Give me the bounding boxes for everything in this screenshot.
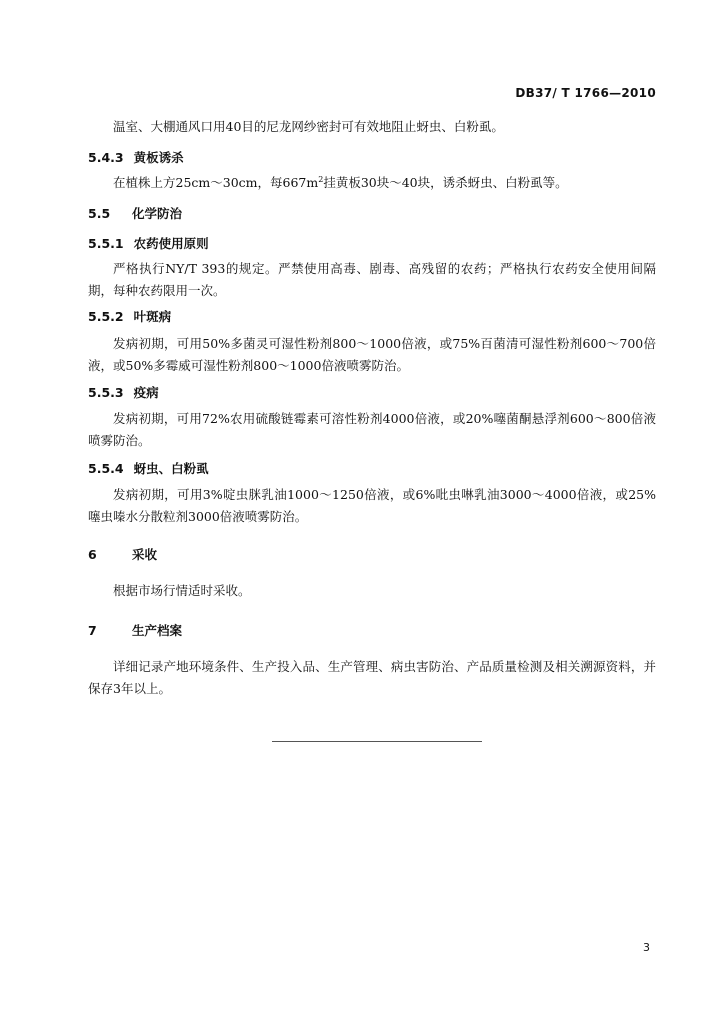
heading-5-5-1 [88, 234, 209, 252]
heading-7 [88, 621, 182, 639]
section-number: 6 [88, 547, 97, 562]
end-of-document-rule [272, 741, 482, 742]
heading-6 [88, 545, 157, 563]
section-number: 5.5.2 [88, 309, 124, 324]
superscript: 2 [318, 174, 324, 184]
paragraph-yellow-board [88, 172, 656, 194]
paragraph-blight: 发病初期，可用72%农用硫酸链霉素可溶性粉剂4000倍液，或20%噻菌酮悬浮剂600～800倍液喷雾防治。 [88, 411, 656, 448]
section-number: 7 [88, 623, 97, 638]
text-fragment: 挂黄板30块～40块，诱杀蚜虫、白粉虱等。 [323, 175, 568, 190]
section-title: 农药使用原则 [133, 236, 209, 251]
paragraph-leaf-spot: 发病初期，可用50%多菌灵可湿性粉剂800～1000倍液，或75%百菌清可湿性粉剂600～700倍液，或50%多霉威可湿性粉剂800～1000倍液喷雾防治。 [88, 336, 656, 373]
section-title: 黄板诱杀 [133, 150, 184, 165]
paragraph-harvest: 根据市场行情适时采收。 [113, 583, 251, 598]
section-title: 叶斑病 [133, 309, 172, 324]
heading-5-4-3 [88, 148, 184, 166]
section-number: 5.5.4 [88, 461, 124, 476]
section-number: 5.5.1 [88, 236, 124, 251]
section-title: 疫病 [133, 385, 159, 400]
heading-5-5-3 [88, 383, 159, 401]
section-title: 采收 [132, 547, 158, 562]
paragraph-net-screen: 温室、大棚通风口用40目的尼龙网纱密封可有效地阻止蚜虫、白粉虱。 [113, 119, 504, 134]
section-title: 蚜虫、白粉虱 [133, 461, 209, 476]
page-number: 3 [643, 941, 650, 954]
section-title: 化学防治 [132, 206, 183, 221]
section-number: 5.5 [88, 206, 111, 221]
text-fragment: 在植株上方25cm～30cm，每667m [113, 175, 319, 190]
section-number: 5.4.3 [88, 150, 124, 165]
standard-code: DB37/ T 1766—2010 [515, 86, 656, 100]
paragraph-pesticide-principles: 严格执行NY/T 393的规定。严禁使用高毒、剧毒、高残留的农药；严格执行农药安全使用间隔期，每种农药限用一次。 [88, 261, 656, 298]
paragraph-production-records: 详细记录产地环境条件、生产投入品、生产管理、病虫害防治、产品质量检测及相关溯源资料，并保存3年以上。 [88, 659, 656, 696]
section-title: 生产档案 [132, 623, 183, 638]
section-number: 5.5.3 [88, 385, 124, 400]
heading-5-5 [88, 204, 182, 222]
heading-5-5-2 [88, 307, 171, 325]
heading-5-5-4 [88, 459, 209, 477]
paragraph-aphid-whitefly: 发病初期，可用3%啶虫脒乳油1000～1250倍液，或6%吡虫啉乳油3000～4000倍液，或25%噻虫嗪水分散粒剂3000倍液喷雾防治。 [88, 487, 656, 524]
